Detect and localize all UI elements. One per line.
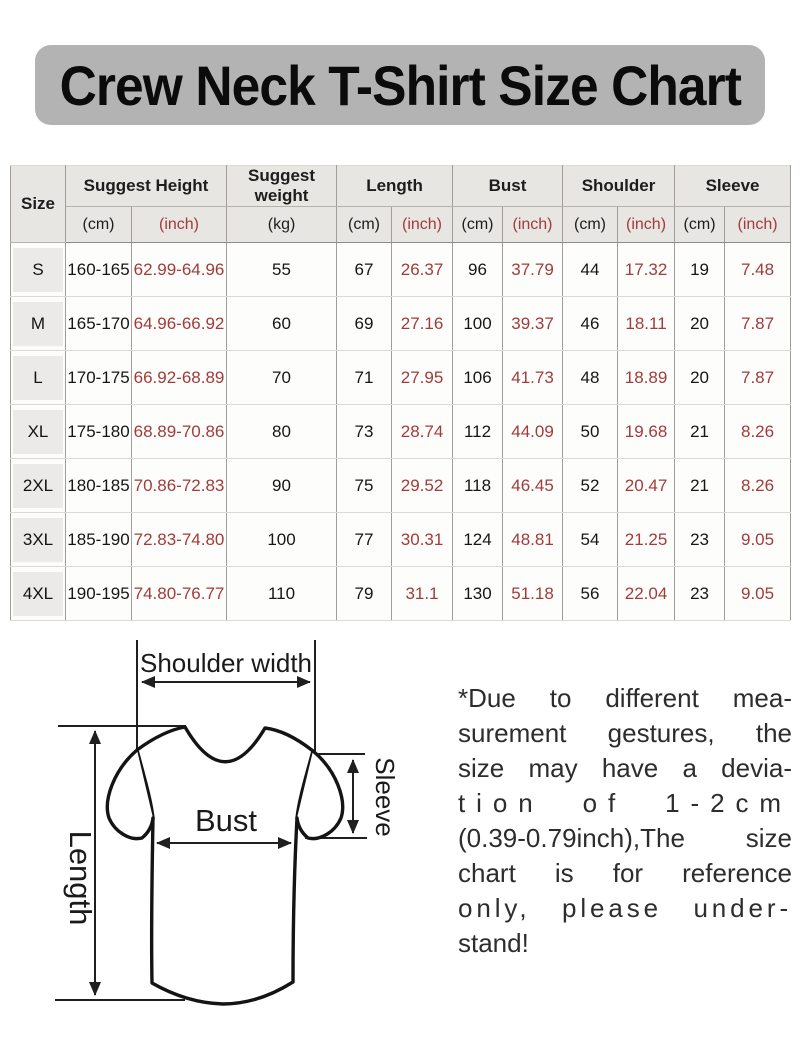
cell-height-inch: 68.89-70.86 — [132, 405, 227, 459]
cell-bust-cm: 100 — [453, 297, 503, 351]
size-table-body — [11, 243, 791, 621]
cell-size — [11, 405, 66, 459]
cell-shoulder-inch: 18.11 — [618, 297, 675, 351]
cell-length-cm: 73 — [337, 405, 392, 459]
cell-sleeve-inch: 8.26 — [725, 405, 791, 459]
cell-length-inch: 30.31 — [392, 513, 453, 567]
cell-height-cm: 185-190 — [66, 513, 132, 567]
cell-bust-inch: 44.09 — [503, 405, 563, 459]
size-badge: 3XL — [13, 518, 63, 562]
cell-length-inch: 29.52 — [392, 459, 453, 513]
cell-bust-cm: 96 — [453, 243, 503, 297]
cell-bust-inch: 41.73 — [503, 351, 563, 405]
cell-sleeve-cm: 23 — [675, 513, 725, 567]
cell-height-inch: 70.86-72.83 — [132, 459, 227, 513]
cell-weight-kg: 100 — [227, 513, 337, 567]
col-header-suggest-height: Suggest Height — [66, 166, 227, 207]
cell-length-cm: 79 — [337, 567, 392, 621]
note-line: chart is for reference — [458, 858, 792, 888]
note-line: (0.39-0.79inch),The size — [458, 823, 792, 853]
cell-bust-cm: 112 — [453, 405, 503, 459]
cell-size — [11, 351, 66, 405]
cell-length-cm: 75 — [337, 459, 392, 513]
cell-height-inch: 62.99-64.96 — [132, 243, 227, 297]
cell-shoulder-cm: 46 — [563, 297, 618, 351]
cell-sleeve-inch: 7.87 — [725, 297, 791, 351]
note-line: size may have a devia- — [458, 753, 792, 783]
cell-sleeve-inch: 7.48 — [725, 243, 791, 297]
size-badge: 2XL — [13, 464, 63, 508]
cell-length-cm: 77 — [337, 513, 392, 567]
cell-length-inch: 31.1 — [392, 567, 453, 621]
cell-weight-kg: 55 — [227, 243, 337, 297]
table-row — [11, 513, 791, 567]
cell-height-cm: 175-180 — [66, 405, 132, 459]
cell-height-cm: 160-165 — [66, 243, 132, 297]
size-chart-table — [10, 165, 791, 621]
cell-sleeve-cm: 20 — [675, 351, 725, 405]
shoulder-width-label: Shoulder width — [140, 648, 312, 678]
table-row — [11, 405, 791, 459]
tshirt-measure-diagram — [30, 628, 430, 1040]
cell-height-cm: 165-170 — [66, 297, 132, 351]
table-row — [11, 567, 791, 621]
cell-length-inch: 26.37 — [392, 243, 453, 297]
cell-length-cm: 69 — [337, 297, 392, 351]
cell-sleeve-inch: 9.05 — [725, 567, 791, 621]
cell-shoulder-inch: 20.47 — [618, 459, 675, 513]
cell-weight-kg: 60 — [227, 297, 337, 351]
cell-shoulder-cm: 56 — [563, 567, 618, 621]
cell-bust-cm: 118 — [453, 459, 503, 513]
cell-bust-inch: 51.18 — [503, 567, 563, 621]
table-row — [11, 243, 791, 297]
unit-bust-cm: (cm) — [453, 207, 503, 243]
cell-sleeve-inch: 8.26 — [725, 459, 791, 513]
note-line: surement gestures, the — [458, 718, 792, 748]
cell-size — [11, 459, 66, 513]
title-banner — [35, 45, 765, 125]
size-badge: S — [13, 248, 63, 292]
cell-height-cm: 170-175 — [66, 351, 132, 405]
cell-height-inch: 74.80-76.77 — [132, 567, 227, 621]
col-header-shoulder: Shoulder — [563, 166, 675, 207]
cell-size — [11, 567, 66, 621]
bust-label: Bust — [194, 803, 258, 838]
cell-length-inch: 28.74 — [392, 405, 453, 459]
cell-sleeve-inch: 9.05 — [725, 513, 791, 567]
table-row — [11, 297, 791, 351]
cell-bust-inch: 39.37 — [503, 297, 563, 351]
unit-shoulder-inch: (inch) — [618, 207, 675, 243]
cell-size — [11, 243, 66, 297]
cell-bust-inch: 48.81 — [503, 513, 563, 567]
unit-height-inch: (inch) — [132, 207, 227, 243]
cell-shoulder-inch: 18.89 — [618, 351, 675, 405]
cell-shoulder-cm: 44 — [563, 243, 618, 297]
cell-sleeve-cm: 23 — [675, 567, 725, 621]
cell-shoulder-cm: 54 — [563, 513, 618, 567]
size-badge: XL — [13, 410, 63, 454]
unit-height-cm: (cm) — [66, 207, 132, 243]
deviation-note — [458, 681, 792, 961]
sleeve-label: Sleeve — [370, 757, 400, 837]
page-title: Crew Neck T-Shirt Size Chart — [59, 53, 741, 117]
cell-length-cm: 71 — [337, 351, 392, 405]
cell-weight-kg: 90 — [227, 459, 337, 513]
cell-height-cm: 190-195 — [66, 567, 132, 621]
cell-shoulder-inch: 19.68 — [618, 405, 675, 459]
cell-bust-inch: 46.45 — [503, 459, 563, 513]
cell-height-inch: 72.83-74.80 — [132, 513, 227, 567]
col-header-bust: Bust — [453, 166, 563, 207]
cell-weight-kg: 80 — [227, 405, 337, 459]
table-row — [11, 459, 791, 513]
col-header-length: Length — [337, 166, 453, 207]
cell-sleeve-cm: 20 — [675, 297, 725, 351]
cell-shoulder-inch: 17.32 — [618, 243, 675, 297]
unit-bust-inch: (inch) — [503, 207, 563, 243]
size-badge: M — [13, 302, 63, 346]
cell-shoulder-cm: 48 — [563, 351, 618, 405]
unit-sleeve-inch: (inch) — [725, 207, 791, 243]
cell-sleeve-inch: 7.87 — [725, 351, 791, 405]
cell-length-cm: 67 — [337, 243, 392, 297]
cell-shoulder-cm: 50 — [563, 405, 618, 459]
cell-size — [11, 513, 66, 567]
cell-height-inch: 64.96-66.92 — [132, 297, 227, 351]
cell-bust-cm: 106 — [453, 351, 503, 405]
unit-length-inch: (inch) — [392, 207, 453, 243]
unit-length-cm: (cm) — [337, 207, 392, 243]
note-line: only, please under- — [458, 893, 792, 923]
size-badge: L — [13, 356, 63, 400]
note-line: stand! — [458, 928, 529, 958]
col-header-suggest-weight: Suggest weight — [227, 166, 337, 207]
cell-height-inch: 66.92-68.89 — [132, 351, 227, 405]
unit-shoulder-cm: (cm) — [563, 207, 618, 243]
cell-shoulder-inch: 21.25 — [618, 513, 675, 567]
cell-bust-cm: 124 — [453, 513, 503, 567]
note-line: tion of 1-2cm — [458, 788, 792, 818]
cell-bust-cm: 130 — [453, 567, 503, 621]
cell-length-inch: 27.95 — [392, 351, 453, 405]
cell-height-cm: 180-185 — [66, 459, 132, 513]
note-line: *Due to different mea- — [458, 683, 792, 713]
tshirt-outline — [137, 727, 313, 1004]
cell-shoulder-cm: 52 — [563, 459, 618, 513]
col-header-size: Size — [11, 166, 66, 243]
cell-size — [11, 297, 66, 351]
col-header-sleeve: Sleeve — [675, 166, 791, 207]
cell-shoulder-inch: 22.04 — [618, 567, 675, 621]
unit-weight-kg: (kg) — [227, 207, 337, 243]
cell-sleeve-cm: 19 — [675, 243, 725, 297]
cell-bust-inch: 37.79 — [503, 243, 563, 297]
unit-sleeve-cm: (cm) — [675, 207, 725, 243]
cell-length-inch: 27.16 — [392, 297, 453, 351]
cell-sleeve-cm: 21 — [675, 459, 725, 513]
size-badge: 4XL — [13, 572, 63, 616]
cell-sleeve-cm: 21 — [675, 405, 725, 459]
cell-weight-kg: 110 — [227, 567, 337, 621]
cell-weight-kg: 70 — [227, 351, 337, 405]
table-row — [11, 351, 791, 405]
length-label: Length — [63, 830, 98, 926]
